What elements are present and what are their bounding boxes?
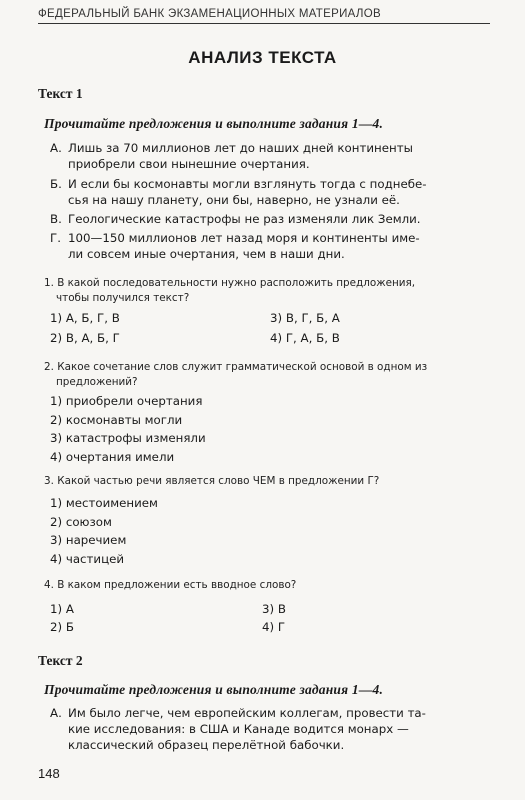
question-text: 2. Какое сочетание слов служит грамматической основой в одном из: [44, 361, 428, 373]
page-number: 148: [38, 766, 60, 781]
question-text: 3. Какой частью речи является слово ЧЕМ в предложении Г?: [44, 475, 380, 487]
text2-instruction: Прочитайте предложения и выполните задания 1—4.: [44, 682, 384, 697]
text2-sentence-a: [50, 705, 492, 753]
question-text: 4. В каком предложении есть вводное слово?: [44, 579, 297, 591]
running-header: ФЕДЕРАЛЬНЫЙ БАНК ЭКЗАМЕНАЦИОННЫХ МАТЕРИАЛОВ: [38, 8, 490, 24]
sentence-letter: В.: [50, 212, 62, 226]
q3-option-2: 2) союзом: [50, 515, 112, 529]
q4-option-1: 1) А: [50, 602, 74, 616]
q4-option-2: 2) Б: [50, 620, 74, 634]
sentence-b: [50, 176, 492, 208]
q4-option-3: 3) В: [262, 602, 286, 616]
q2-option-4: 4) очертания имели: [50, 450, 175, 464]
q2-option-2: 2) космонавты могли: [50, 413, 183, 427]
q3-option-3: 3) наречием: [50, 533, 127, 547]
sentence-g: [50, 230, 492, 262]
sentence-text: классический образец перелётной бабочки.: [68, 738, 345, 752]
text2-label: Текст 2: [38, 653, 83, 668]
q3-option-4: 4) частицей: [50, 552, 125, 566]
sentence-v: [50, 211, 492, 227]
sentence-a: [50, 140, 492, 172]
q1-option-1: 1) А, Б, Г, В: [50, 311, 120, 325]
page-title: АНАЛИЗ ТЕКСТА: [188, 48, 337, 67]
q2-option-3: 3) катастрофы изменяли: [50, 431, 206, 445]
question-text: предложений?: [56, 376, 138, 388]
question-3: [44, 474, 498, 489]
q1-option-2: 2) В, А, Б, Г: [50, 331, 120, 345]
text1-label: Текст 1: [38, 86, 83, 101]
sentence-text: Геологические катастрофы не раз изменяли лик Земли.: [68, 212, 421, 226]
question-text: 1. В какой последовательности нужно расположить предложения,: [44, 277, 416, 289]
question-2: [44, 360, 498, 390]
sentence-text: приобрели свои нынешние очертания.: [68, 157, 310, 171]
question-1: [44, 276, 498, 306]
sentence-text: кие исследования: в США и Канаде водится монарх —: [68, 722, 409, 736]
q1-option-4: 4) Г, А, Б, В: [270, 331, 340, 345]
sentence-text: сья на нашу планету, они бы, наверно, не узнали её.: [68, 193, 400, 207]
q4-option-4: 4) Г: [262, 620, 286, 634]
sentence-text: Лишь за 70 миллионов лет до наших дней континенты: [68, 141, 413, 155]
sentence-text: И если бы космонавты могли взглянуть тогда с поднебе-: [68, 177, 427, 191]
q2-option-1: 1) приобрели очертания: [50, 394, 203, 408]
question-4: [44, 578, 498, 593]
sentence-letter: Г.: [50, 231, 61, 245]
sentence-letter: Б.: [50, 177, 62, 191]
text1-instruction: Прочитайте предложения и выполните задания 1—4.: [44, 116, 384, 131]
q1-option-3: 3) В, Г, Б, А: [270, 311, 340, 325]
q3-option-1: 1) местоимением: [50, 496, 158, 510]
question-text: чтобы получился текст?: [56, 292, 190, 304]
sentence-letter: А.: [50, 706, 62, 720]
sentence-text: Им было легче, чем европейским коллегам, провести та-: [68, 706, 426, 720]
sentence-text: ли совсем иные очертания, чем в наши дни.: [68, 247, 345, 261]
sentence-letter: А.: [50, 141, 62, 155]
sentence-text: 100—150 миллионов лет назад моря и континенты име-: [68, 231, 420, 245]
